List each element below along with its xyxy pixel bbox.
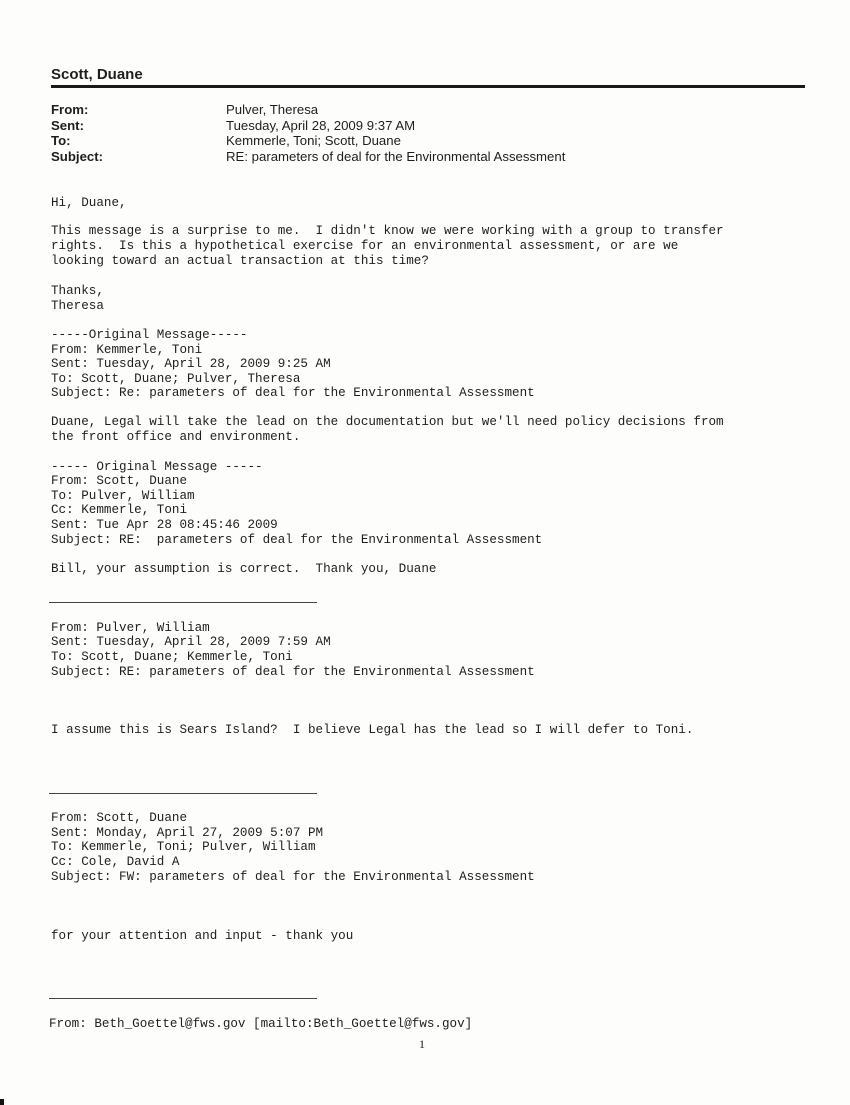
body-line: ----- Original Message -----: [51, 460, 263, 474]
body-line: Duane, Legal will take the lead on the documentation but we'll need policy decisions from: [51, 415, 724, 429]
message-separator: [49, 998, 317, 999]
body-line: To: Scott, Duane; Kemmerle, Toni: [51, 650, 293, 664]
scan-artifact: [0, 1099, 4, 1105]
body-line: To: Scott, Duane; Pulver, Theresa: [51, 372, 301, 386]
body-line: Cc: Kemmerle, Toni: [51, 503, 188, 517]
header-label: Sent:: [51, 117, 84, 133]
page-number: 1: [419, 1037, 425, 1051]
body-line: for your attention and input - thank you: [51, 929, 354, 943]
body-line: I assume this is Sears Island? I believe Legal has the lead so I will defer to Toni.: [51, 723, 694, 737]
body-line: Sent: Tuesday, April 28, 2009 7:59 AM: [51, 635, 331, 649]
body-line: -----Original Message-----: [51, 328, 248, 342]
body-line: From: Scott, Duane: [51, 811, 188, 825]
header-value: Kemmerle, Toni; Scott, Duane: [226, 133, 401, 148]
body-line: Bill, your assumption is correct. Thank you, Duane: [51, 562, 437, 576]
body-line: Sent: Monday, April 27, 2009 5:07 PM: [51, 826, 324, 840]
body-line: Subject: Re: parameters of deal for the Environmental Assessment: [51, 386, 535, 400]
body-line: Theresa: [51, 299, 104, 313]
header-label: Subject:: [51, 148, 104, 164]
body-line: From: Beth_Goettel@fws.gov [mailto:Beth_Goettel@fws.gov]: [49, 1017, 473, 1031]
email-header: [51, 102, 751, 164]
body-line: looking toward an actual transaction at this time?: [51, 254, 429, 268]
body-line: Subject: RE: parameters of deal for the Environmental Assessment: [51, 533, 543, 547]
body-line: Sent: Tuesday, April 28, 2009 9:25 AM: [51, 357, 331, 371]
body-line: Hi, Duane,: [51, 196, 127, 210]
header-row-to: [51, 133, 751, 149]
body-line: From: Kemmerle, Toni: [51, 343, 203, 357]
header-value: RE: parameters of deal for the Environmental Assessment: [226, 148, 566, 164]
body-line: Cc: Cole, David A: [51, 855, 180, 869]
body-line: Sent: Tue Apr 28 08:45:46 2009: [51, 518, 278, 532]
header-rule: [51, 85, 805, 88]
body-line: This message is a surprise to me. I didn't know we were working with a group to transfer: [51, 224, 724, 238]
body-line: From: Scott, Duane: [51, 474, 188, 488]
body-line: Thanks,: [51, 284, 104, 298]
header-label: To:: [51, 133, 71, 148]
header-row-subject: [51, 149, 751, 165]
header-value: Tuesday, April 28, 2009 9:37 AM: [226, 117, 416, 133]
body-line: rights. Is this a hypothetical exercise for an environmental assessment, or are we: [51, 239, 679, 253]
header-row-from: [51, 102, 751, 118]
body-line: To: Kemmerle, Toni; Pulver, William: [51, 840, 316, 854]
header-value: Pulver, Theresa: [226, 102, 319, 117]
body-line: From: Pulver, William: [51, 621, 210, 635]
message-separator: [49, 602, 317, 603]
body-line: To: Pulver, William: [51, 489, 195, 503]
body-line: Subject: RE: parameters of deal for the Environmental Assessment: [51, 665, 535, 679]
body-line: the front office and environment.: [51, 430, 301, 444]
header-row-sent: [51, 118, 751, 134]
body-line: Subject: FW: parameters of deal for the Environmental Assessment: [51, 870, 535, 884]
header-label: From:: [51, 102, 89, 117]
mailbox-owner-name: Scott, Duane: [51, 66, 143, 83]
message-separator: [49, 793, 317, 794]
